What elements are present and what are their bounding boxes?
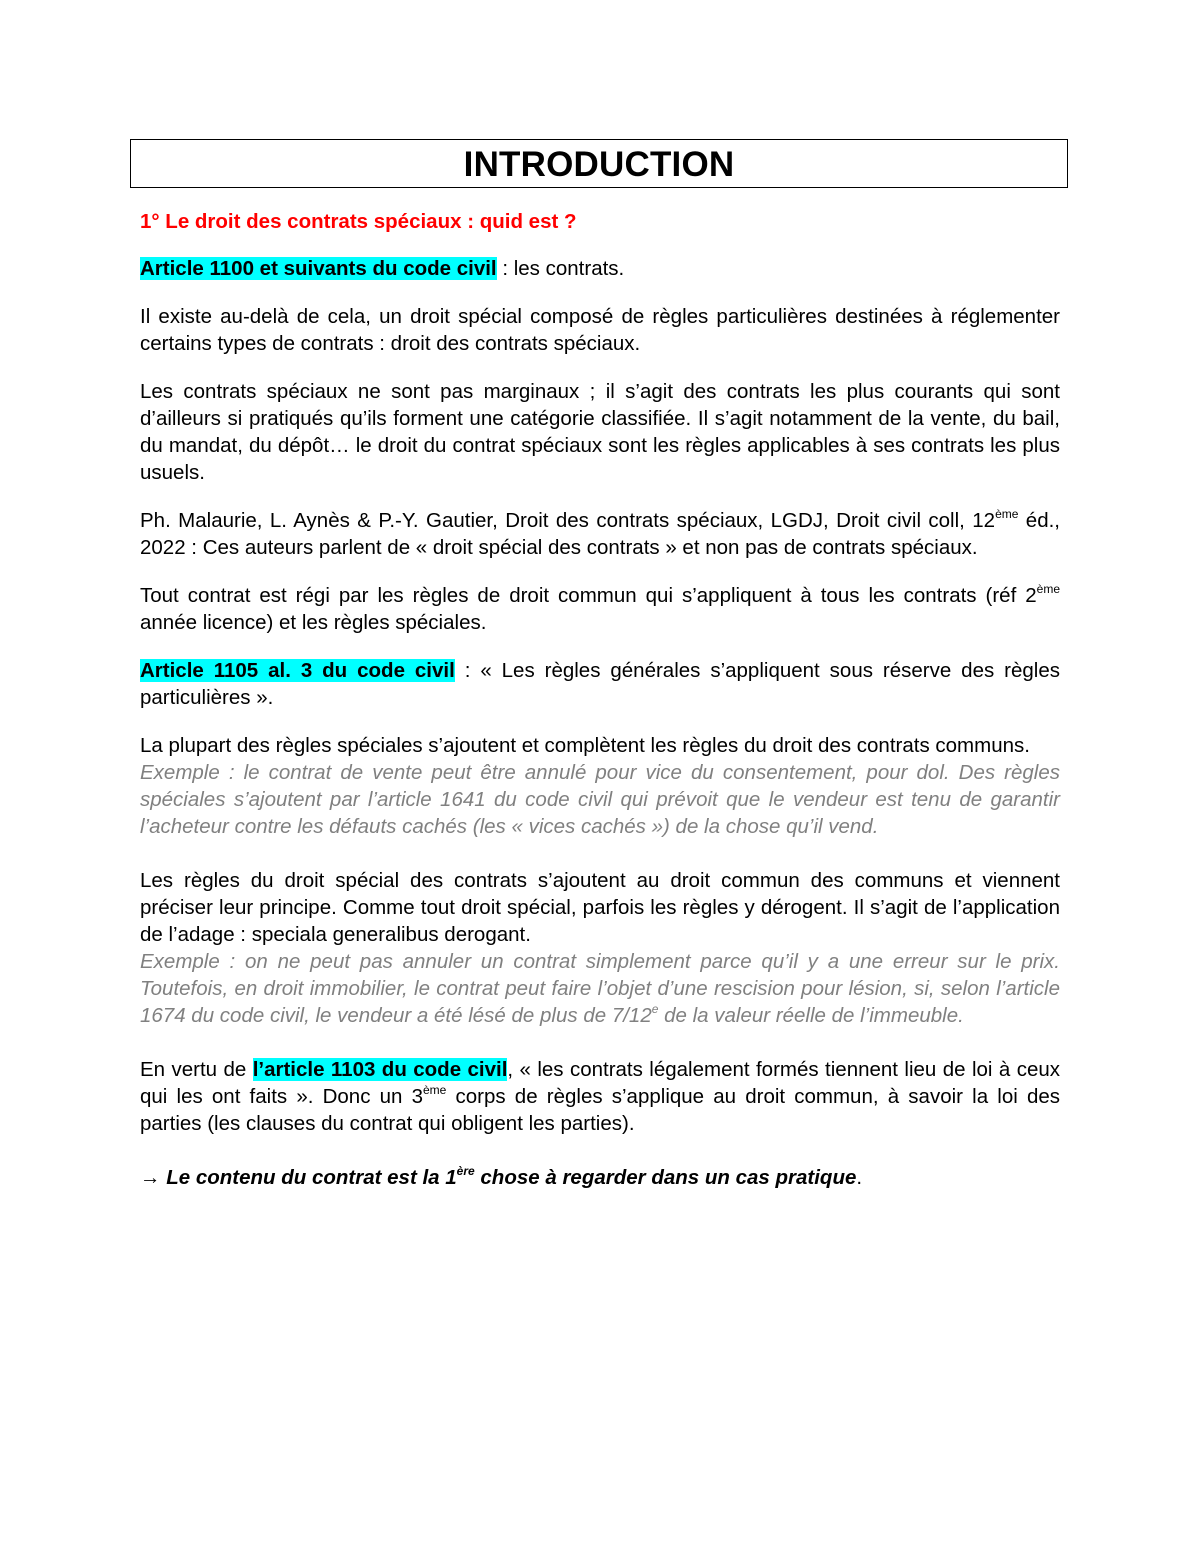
conclusion-before: Le contenu du contrat est la 1 — [160, 1166, 457, 1189]
article-1103-reference: l’article 1103 du code civil — [252, 1058, 508, 1081]
example-real-estate-sup: e — [651, 1002, 659, 1016]
article-1103-sup: ème — [422, 1083, 447, 1097]
common-law-sup: ème — [1036, 582, 1060, 596]
conclusion-end: . — [856, 1166, 863, 1189]
paragraph-article-1105 — [140, 657, 1060, 711]
document-body — [140, 208, 1060, 1191]
example-real-estate-after: de la valeur réelle de l’immeuble. — [658, 1004, 964, 1027]
article-1105-text: : « Les règles générales s’appliquent sous réserve des règles particulières ». — [140, 659, 1060, 709]
paragraph-special-law-principle: Les règles du droit spécial des contrats s’ajoutent au droit commun des communs et viennent préciser leur principe. Comme tout droit spécial, parfois les règles y dérogent. Il s’agit de l’application de l’adage : speciala generalibus derogant. — [140, 869, 1060, 946]
paragraph-special-law: Il existe au-delà de cela, un droit spécial composé de règles particulières destinées à réglementer certains types de contrats : droit des contrats spéciaux. — [140, 305, 1060, 355]
paragraph-article-1100 — [140, 255, 1060, 282]
authors-text-after: éd., 2022 : Ces auteurs parlent de « droit spécial des contrats » et non pas de contrats spéciaux. — [140, 509, 1060, 559]
conclusion-line — [140, 1164, 1060, 1191]
article-1100-text: : les contrats. — [496, 257, 625, 280]
arrow-right-icon: → — [140, 1166, 161, 1189]
conclusion-after: chose à regarder dans un cas pratique — [474, 1166, 857, 1189]
section-heading: 1° Le droit des contrats spéciaux : quid est ? — [140, 210, 577, 233]
paragraph-most-rules: La plupart des règles spéciales s’ajoutent et complètent les règles du droit des contrats communs. — [140, 734, 1030, 757]
page-title: INTRODUCTION — [463, 145, 735, 184]
article-1103-after: corps de règles s’applique au droit commun, à savoir la loi des parties (les clauses du contrat qui obligent les parties). — [140, 1085, 1060, 1135]
example-sale-contract: Exemple : le contrat de vente peut être annulé pour vice du consentement, pour dol. Des règles spéciales s’ajoutent par l’article 1641 du code civil qui prévoit que le vendeur est tenu de garantir l’acheteur contre les défauts cachés (les « vices cachés ») de la chose qu’il vend. — [140, 761, 1060, 838]
common-law-after: année licence) et les règles spéciales. — [140, 611, 487, 634]
title-box — [130, 139, 1068, 188]
paragraph-common-law — [140, 582, 1060, 636]
article-1103-middle: , « les contrats légalement formés tiennent lieu de loi à ceux qui les ont faits ». Donc un 3 — [140, 1058, 1060, 1108]
paragraph-article-1103 — [140, 1056, 1060, 1137]
article-1103-before: En vertu de — [140, 1058, 253, 1081]
article-1100-reference: Article 1100 et suivants du code civil — [140, 257, 497, 280]
authors-text-before: Ph. Malaurie, L. Aynès & P.-Y. Gautier, Droit des contrats spéciaux, LGDJ, Droit civil coll, 12 — [140, 509, 996, 532]
paragraph-authors — [140, 507, 1060, 561]
paragraph-special-contracts: Les contrats spéciaux ne sont pas marginaux ; il s’agit des contrats les plus courants qui sont d’ailleurs si pratiqués qu’ils forment une catégorie classifiée. Il s’agit notamment de la vente, du bail, du mandat, du dépôt… le droit du contrat spéciaux sont les règles applicables à ses contrats les plus usuels. — [140, 380, 1060, 484]
conclusion-sup: ère — [456, 1164, 475, 1178]
authors-sup: ème — [995, 507, 1019, 521]
example-real-estate — [140, 948, 1060, 1029]
common-law-before: Tout contrat est régi par les règles de droit commun qui s’appliquent à tous les contrats (réf 2 — [140, 584, 1037, 607]
article-1105-reference: Article 1105 al. 3 du code civil — [140, 659, 455, 682]
example-real-estate-before: Exemple : on ne peut pas annuler un contrat simplement parce qu’il y a une erreur sur le prix. Toutefois, en droit immobilier, le contrat peut faire l’objet d’une rescision pour lésion, si, selon l’article 1674 du code civil, le vendeur a été lésé de plus de 7/12 — [140, 950, 1060, 1027]
